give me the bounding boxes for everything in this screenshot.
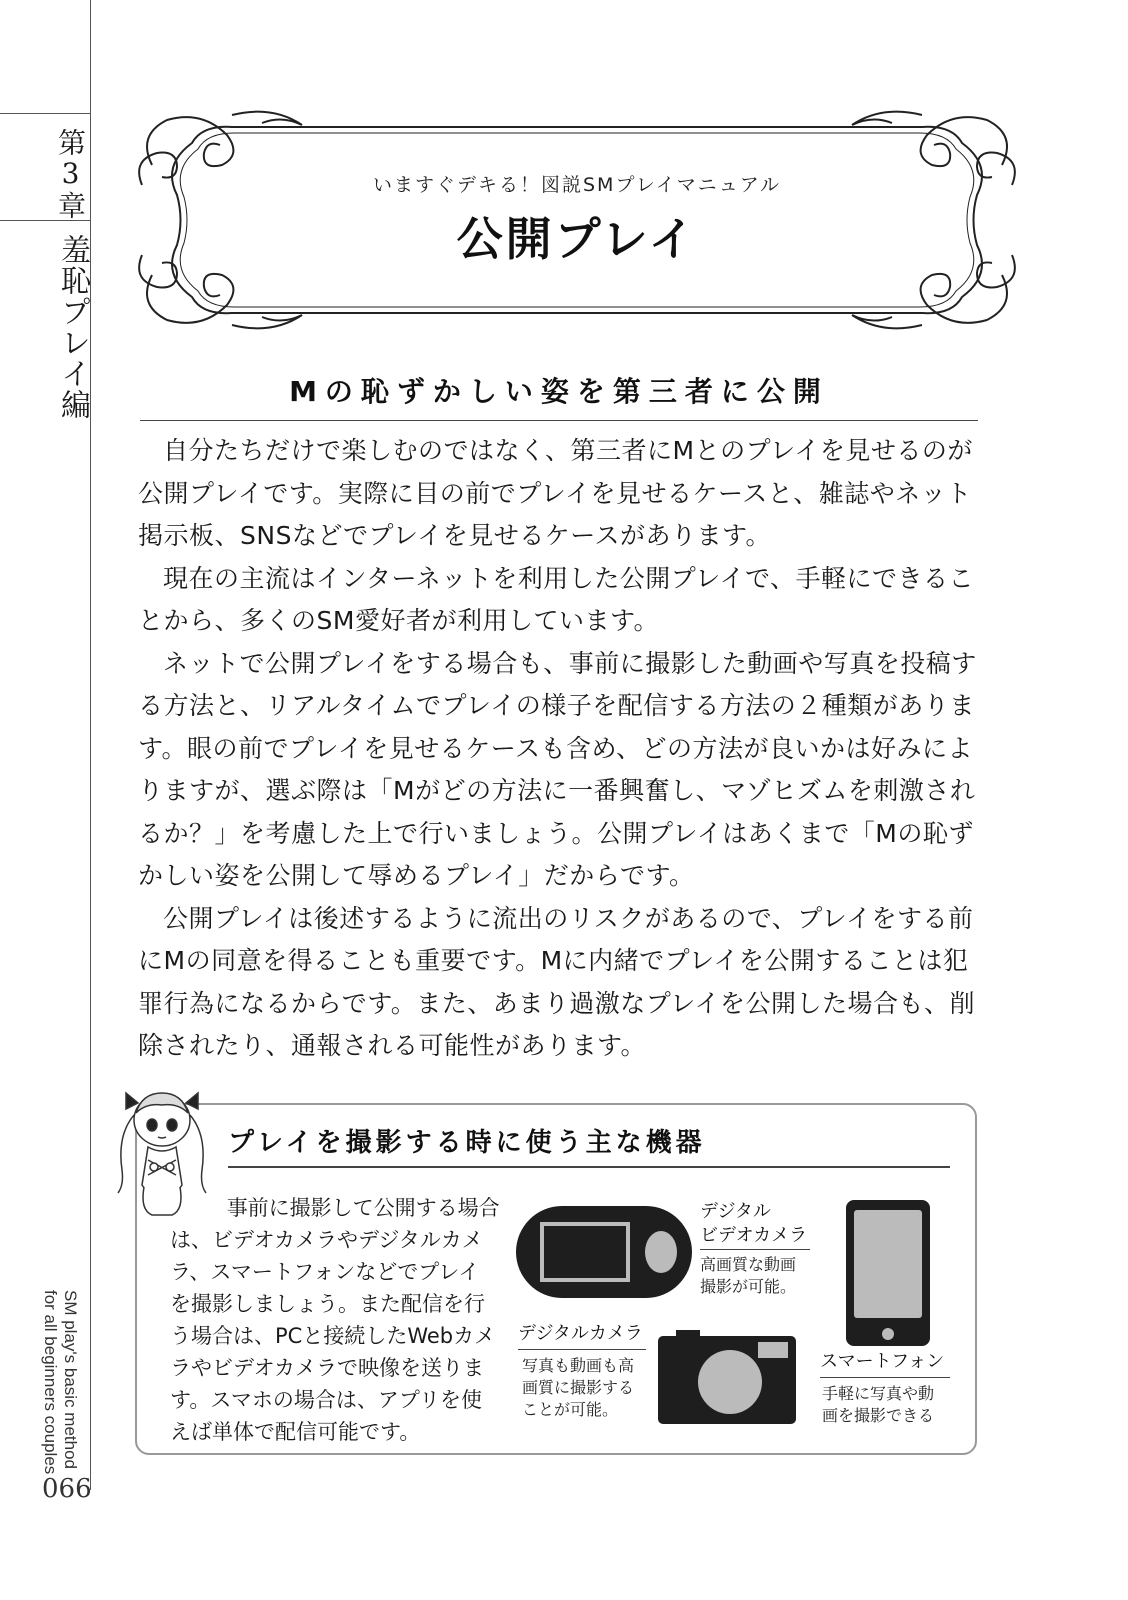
camera-desc-line-2: 画質に撮影する [522, 1378, 635, 1397]
sidebar-rule-middle [0, 220, 90, 221]
sidebar-rule-top [0, 113, 90, 114]
smartphone-desc-line-2: 画を撮影できる [822, 1406, 935, 1425]
page-title: 公開プレイ [456, 212, 698, 266]
smartphone-description [822, 1383, 934, 1427]
sidebar-english-line-2: for all beginners couples [41, 1290, 60, 1475]
smartphone-desc-line-1: 手軽に写真や動 [822, 1384, 935, 1403]
body-text [138, 430, 980, 1068]
camera-label: デジタルカメラ [518, 1323, 643, 1344]
body-paragraph-1: 自分たちだけで楽しむのではなく、第三者にMとのプレイを見せるのが公開プレイです。実際に目の前でプレイを見せるケースと、雑誌やネット掲示板、SNSなどでプレイを見せるケースがあります。 [138, 436, 973, 550]
smartphone-icon [846, 1200, 930, 1350]
body-paragraph-2: 現在の主流はインターネットを利用した公開プレイで、手軽にできることから、多くのSM愛好者が利用しています。 [138, 563, 975, 635]
section-label: 羞恥プレイ編 [55, 234, 90, 420]
camera-desc-line-1: 写真も動画も高 [522, 1356, 635, 1375]
box-paragraph: 事前に撮影して公開する場合は、ビデオカメラやデジタルカメラ、スマートフォンなどでプレイを撮影しましょう。また配信を行う場合は、PCと接続したWebカメラやビデオカメラで映像を送ります。スマホの場合は、アプリを使えば単体で配信可能です。 [170, 1196, 500, 1444]
video-camera-label-line-1: デジタル [700, 1201, 771, 1222]
camera-label-rule [518, 1349, 646, 1350]
video-camera-desc-line-2: 撮影が可能。 [700, 1277, 797, 1296]
sidebar-english-line-1: SM play's basic method [61, 1290, 80, 1469]
video-camera-icon [516, 1206, 692, 1302]
box-title-rule [228, 1166, 950, 1168]
sidebar-english-title [40, 1290, 80, 1475]
smartphone-label: スマートフォン [820, 1351, 945, 1372]
chapter-label: 第3章 [54, 128, 87, 220]
camera-desc-line-3: ことが可能。 [522, 1400, 619, 1419]
page-number: 066 [42, 1474, 92, 1504]
sidebar-divider [90, 0, 91, 1490]
box-text [170, 1192, 500, 1448]
video-camera-description [700, 1254, 796, 1298]
video-camera-label-rule [700, 1249, 810, 1250]
video-camera-label [700, 1200, 807, 1248]
box-title: プレイを撮影する時に使う主な機器 [228, 1128, 706, 1158]
smartphone-label-rule [820, 1377, 950, 1378]
body-paragraph-3: ネットで公開プレイをする場合も、事前に撮影した動画や写真を投稿する方法と、リアルタイムでプレイの様子を配信する方法の２種類があります。眼の前でプレイを見せるケースも含め、どの方法が良いかは好みによりますが、選ぶ際は「Mがどの方法に一番興奮し、マゾヒズムを刺激されるか？」を考慮した上で行いましょう。公開プレイはあくまで「Mの恥ずかしい姿を公開して辱めるプレイ」だからです。 [138, 648, 977, 890]
section-heading: Mの恥ずかしい姿を第三者に公開 [289, 375, 829, 408]
camera-description [522, 1355, 634, 1421]
camera-icon [658, 1330, 796, 1428]
video-camera-label-line-2: ビデオカメラ [700, 1225, 808, 1246]
section-heading-rule [140, 420, 978, 421]
video-camera-desc-line-1: 高画質な動画 [700, 1255, 797, 1274]
body-paragraph-4: 公開プレイは後述するように流出のリスクがあるので、プレイをする前にMの同意を得ることも重要です。Mに内緒でプレイを公開することは犯罪行為になるからです。また、あまり過激なプレイを公開した場合も、削除されたり、通報される可能性があります。 [138, 903, 976, 1060]
header-subtitle: いますぐデキる！図説SMプレイマニュアル [373, 174, 781, 196]
